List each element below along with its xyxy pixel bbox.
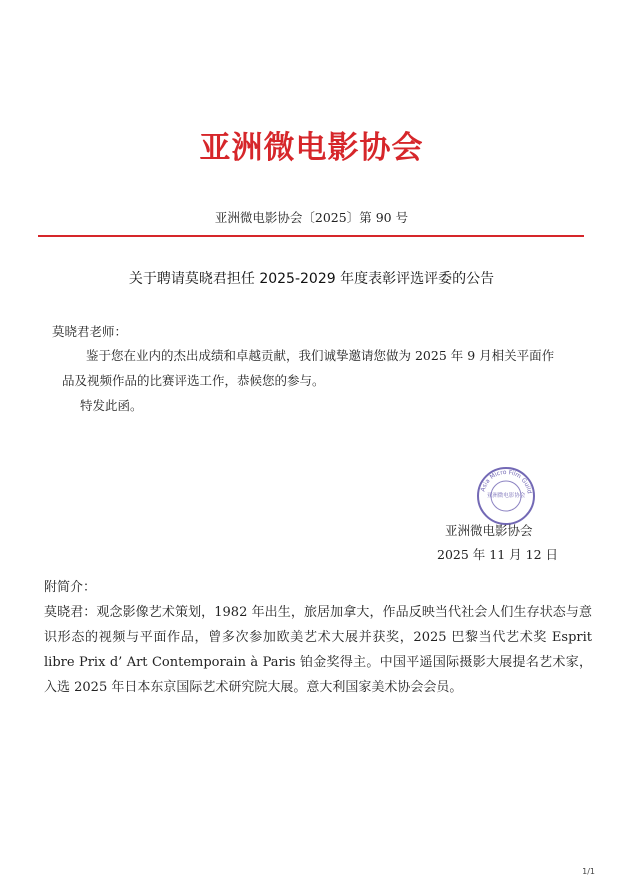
page-number: 1/1 [582, 867, 595, 876]
notice-title: 关于聘请莫晓君担任 2025-2029 年度表彰评选评委的公告 [128, 271, 495, 287]
signature-date: 2025 年 11 月 12 日 [437, 547, 558, 562]
appendix-label: 附简介： [44, 580, 97, 595]
seal-inner-text: 亚洲微电影协会 [486, 493, 526, 499]
seal-stamp-icon [476, 466, 536, 526]
notice-paragraph [62, 343, 562, 393]
svg-text:Asia Micro Film Guild [479, 469, 532, 495]
appendix-bio: 莫晓君：观念影像艺术策划，1982 年出生，旅居加拿大，作品反映当代社会人们生存状态与意识形态的视频与平面作品，曾多次参加欧美艺术大展并获奖，2025 巴黎当代艺术奖 Esprit libre Prix d’ Art Contemporain à Paris 铂金奖得主。中国平遥国际摄影大展提名艺术家，入选 2025 年日本东京国际艺术研究院大展。意大利国家美术协会会员。 [44, 605, 592, 695]
salutation: 莫晓君老师： [52, 324, 128, 339]
signature-org: 亚洲微电影协会 [445, 523, 533, 538]
letterhead-org-title: 亚洲微电影协会 [199, 130, 424, 166]
notice-paragraph-text: 鉴于您在业内的杰出成绩和卓越贡献，我们诚挚邀请您做为 2025 年 9 月相关平面作品及视频作品的比赛评选工作，恭候您的参与。 [62, 348, 555, 388]
document-number: 亚洲微电影协会〔2025〕第 90 号 [214, 210, 409, 225]
closing-line: 特发此函。 [80, 398, 143, 413]
seal-outer-text: Asia Micro Film Guild [479, 468, 533, 495]
letterhead-divider [38, 235, 584, 237]
